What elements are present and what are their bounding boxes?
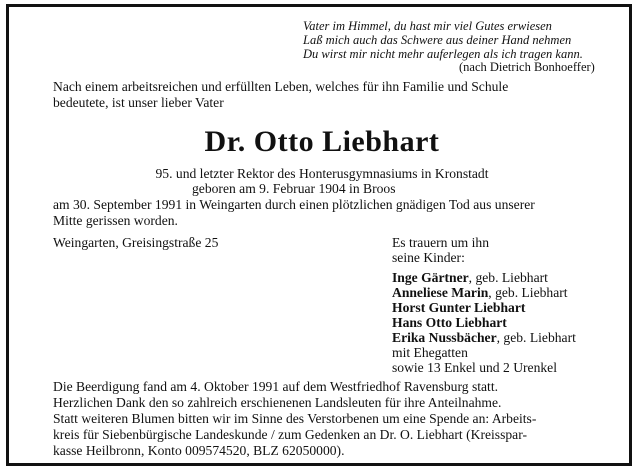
quote-line-3: Du wirst mir nicht mehr auferlegen als ich tragen kann. <box>303 47 583 61</box>
quote-line-2: Laß mich auch das Schwere aus deiner Hand nehmen <box>303 33 572 47</box>
bio-line-2: geboren am 9. Februar 1904 in Broos <box>192 181 396 196</box>
deceased-name: Dr. Otto Liebhart <box>204 125 440 158</box>
child-entry-2 <box>392 285 568 301</box>
child-entry-5 <box>392 330 576 346</box>
obituary-card <box>6 4 632 466</box>
child-name: Erika Nussbächer <box>392 330 497 345</box>
bio-line-4: Mitte gerissen worden. <box>53 213 178 228</box>
mourners-intro-2: seine Kinder: <box>392 250 465 265</box>
child-entry-3 <box>392 300 525 316</box>
child-suffix: , geb. Liebhart <box>488 285 568 300</box>
footer-line-5: kasse Heilbronn, Konto 009574520, BLZ 62050000). <box>53 443 345 458</box>
quote-attribution: (nach Dietrich Bonhoeffer) <box>459 60 595 74</box>
footer-line-2: Herzlichen Dank den so zahlreich erschienenen Landsleuten für ihre Anteilnahme. <box>53 395 502 410</box>
child-entry-1 <box>392 270 548 286</box>
mourners-extra-2: sowie 13 Enkel und 2 Urenkel <box>392 360 557 375</box>
bio-line-1: 95. und letzter Rektor des Honterusgymnasiums in Kronstadt <box>155 166 489 181</box>
child-name: Horst Gunter Liebhart <box>392 300 526 315</box>
footer-line-4: kreis für Siebenbürgische Landeskunde / zum Gedenken an Dr. O. Liebhart (Kreisspar- <box>53 427 527 442</box>
intro-line-1: Nach einem arbeitsreichen und erfüllten Leben, welches für ihn Familie und Schule <box>53 79 509 94</box>
address: Weingarten, Greisingstraße 25 <box>53 235 219 250</box>
footer-line-3: Statt weiteren Blumen bitten wir im Sinne des Verstorbenen um eine Spende an: Arbeits- <box>53 411 537 426</box>
child-suffix: , geb. Liebhart <box>496 330 576 345</box>
mourners-extra-1: mit Ehegatten <box>392 345 468 360</box>
child-name: Anneliese Marin <box>392 285 489 300</box>
child-suffix: , geb. Liebhart <box>468 270 548 285</box>
footer-line-1: Die Beerdigung fand am 4. Oktober 1991 auf dem Westfriedhof Ravensburg statt. <box>53 379 499 394</box>
mourners-intro-1: Es trauern um ihn <box>392 235 490 250</box>
bio-line-3: am 30. September 1991 in Weingarten durch einen plötzlichen gnädigen Tod aus unserer <box>53 197 535 212</box>
child-name: Inge Gärtner <box>392 270 469 285</box>
quote-line-1: Vater im Himmel, du hast mir viel Gutes erwiesen <box>303 19 552 33</box>
intro-line-2: bedeutete, ist unser lieber Vater <box>53 95 224 110</box>
child-entry-4 <box>392 315 507 331</box>
child-name: Hans Otto Liebhart <box>392 315 507 330</box>
